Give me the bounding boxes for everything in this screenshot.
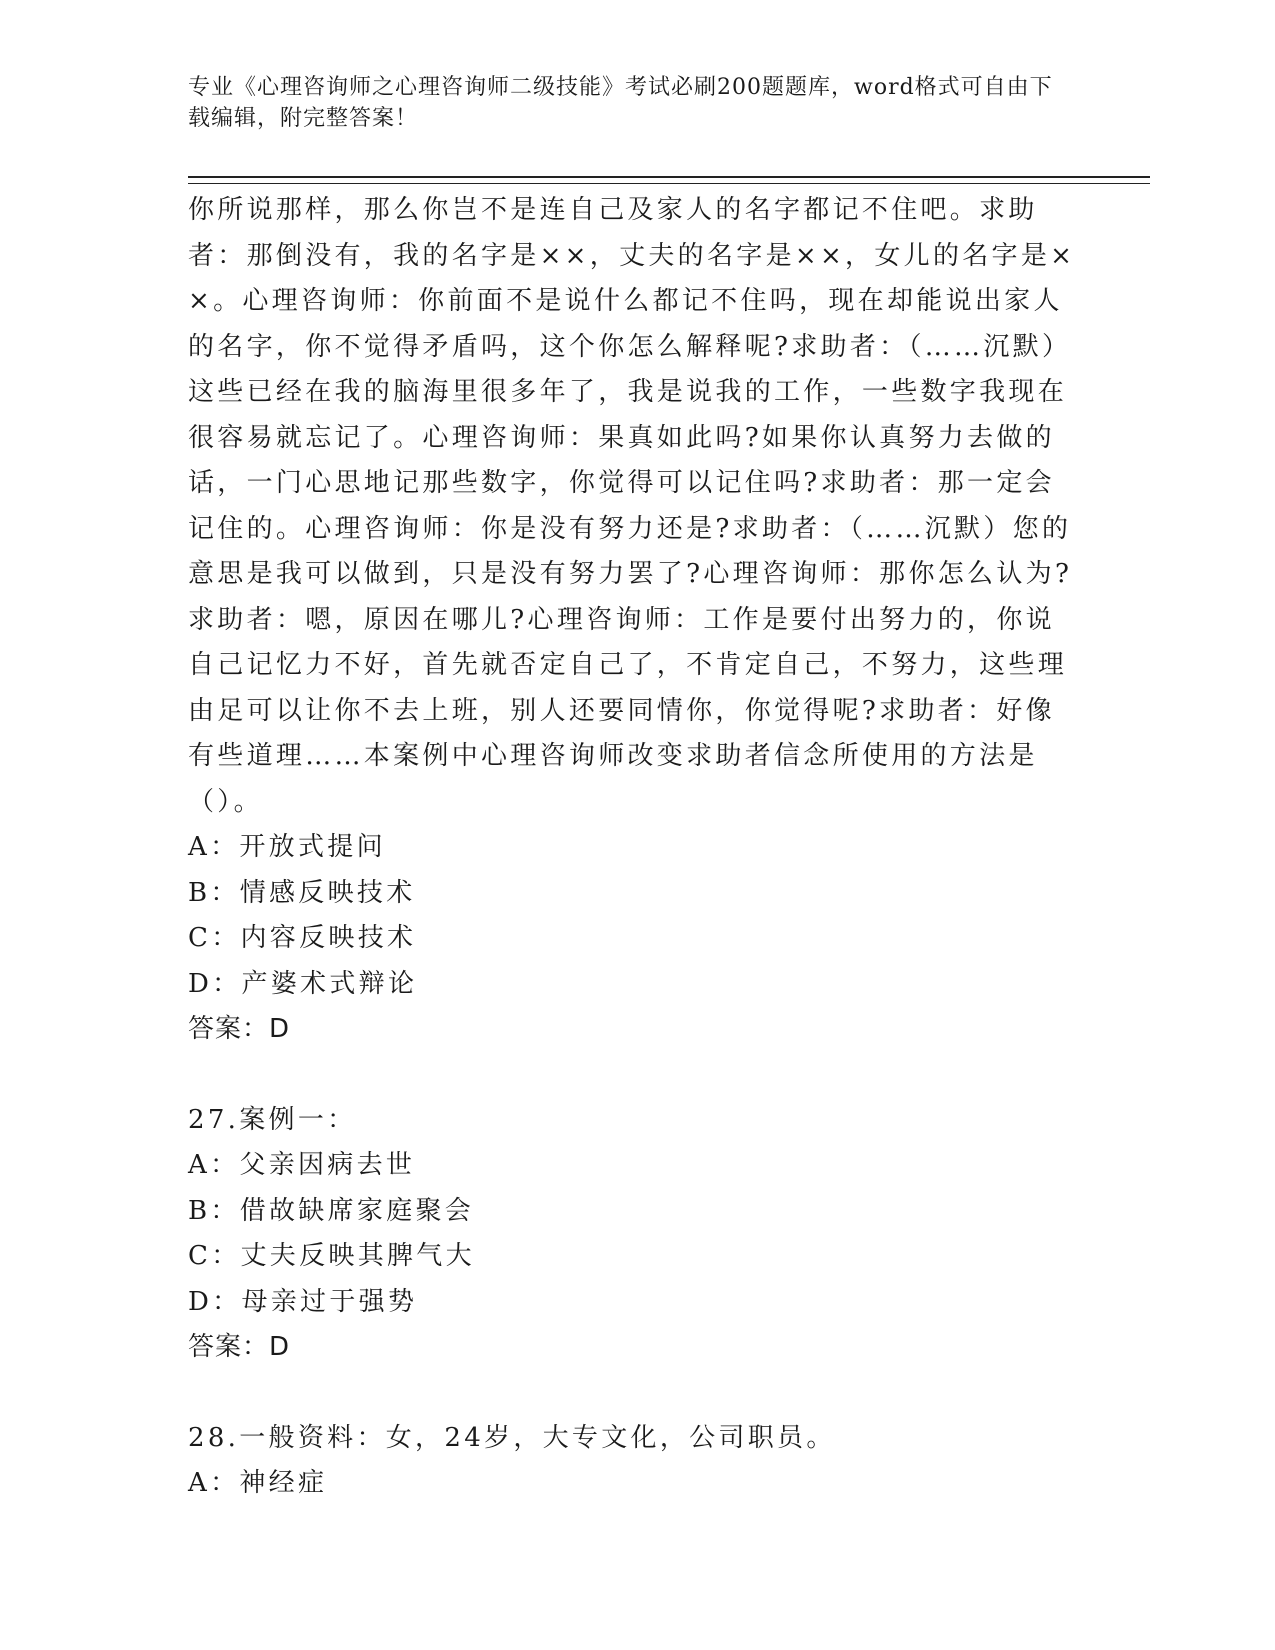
question-26-option-b: B：情感反映技术 [188, 877, 416, 908]
question-27-answer: 答案：D [188, 1332, 291, 1362]
question-26-answer: 答案：D [188, 1014, 291, 1044]
question-26-option-a: A：开放式提问 [188, 832, 386, 862]
spacer [188, 1371, 1078, 1416]
question-27-option-d: D：母亲过于强势 [188, 1286, 418, 1317]
document-header: 专业《心理咨询师之心理咨询师二级技能》考试必刷200题题库，word格式可自由下载编辑，附完整答案！ [188, 75, 1053, 131]
question-28-text: 28.一般资料：女，24岁，大专文化，公司职员。 [188, 1422, 836, 1453]
question-26-option-c: C：内容反映技术 [188, 923, 417, 953]
question-26-option-d: D：产婆术式辩论 [188, 968, 418, 999]
document-body [188, 188, 1078, 1507]
question-28-option-a: A：神经症 [188, 1468, 328, 1498]
question-27-text: 27.案例一： [188, 1104, 357, 1135]
question-27-option-a: A：父亲因病去世 [188, 1150, 416, 1180]
header-rule-thick [188, 176, 1150, 178]
question-27-option-c: C：丈夫反映其脾气大 [188, 1241, 475, 1271]
question-26-text: 你所说那样，那么你岂不是连自己及家人的名字都记不住吧。求助者：那倒没有，我的名字是××，丈夫的名字是××，女儿的名字是××。心理咨询师：你前面不是说什么都记不住吗，现在却能说出家人的名字，你不觉得矛盾吗，这个你怎么解释呢?求助者：（……沉默）这些已经在我的脑海里很多年了，我是说我的工作，一些数字我现在很容易就忘记了。心理咨询师：果真如此吗?如果你认真努力去做的话，一门心思地记那些数字，你觉得可以记住吗?求助者：那一定会记住的。心理咨询师：你是没有努力还是?求助者：（……沉默）您的意思是我可以做到，只是没有努力罢了?心理咨询师：那你怎么认为?求助者：嗯，原因在哪儿?心理咨询师：工作是要付出努力的，你说自己记忆力不好，首先就否定自己了，不肯定自己，不努力，这些理由足可以让你不去上班，别人还要同情你，你觉得呢?求助者：好像有些道理……本案例中心理咨询师改变求助者信念所使用的方法是（）。 [188, 195, 1076, 817]
question-27-option-b: B：借故缺席家庭聚会 [188, 1195, 475, 1226]
header-rule-thin [188, 183, 1150, 184]
spacer [188, 1053, 1078, 1098]
